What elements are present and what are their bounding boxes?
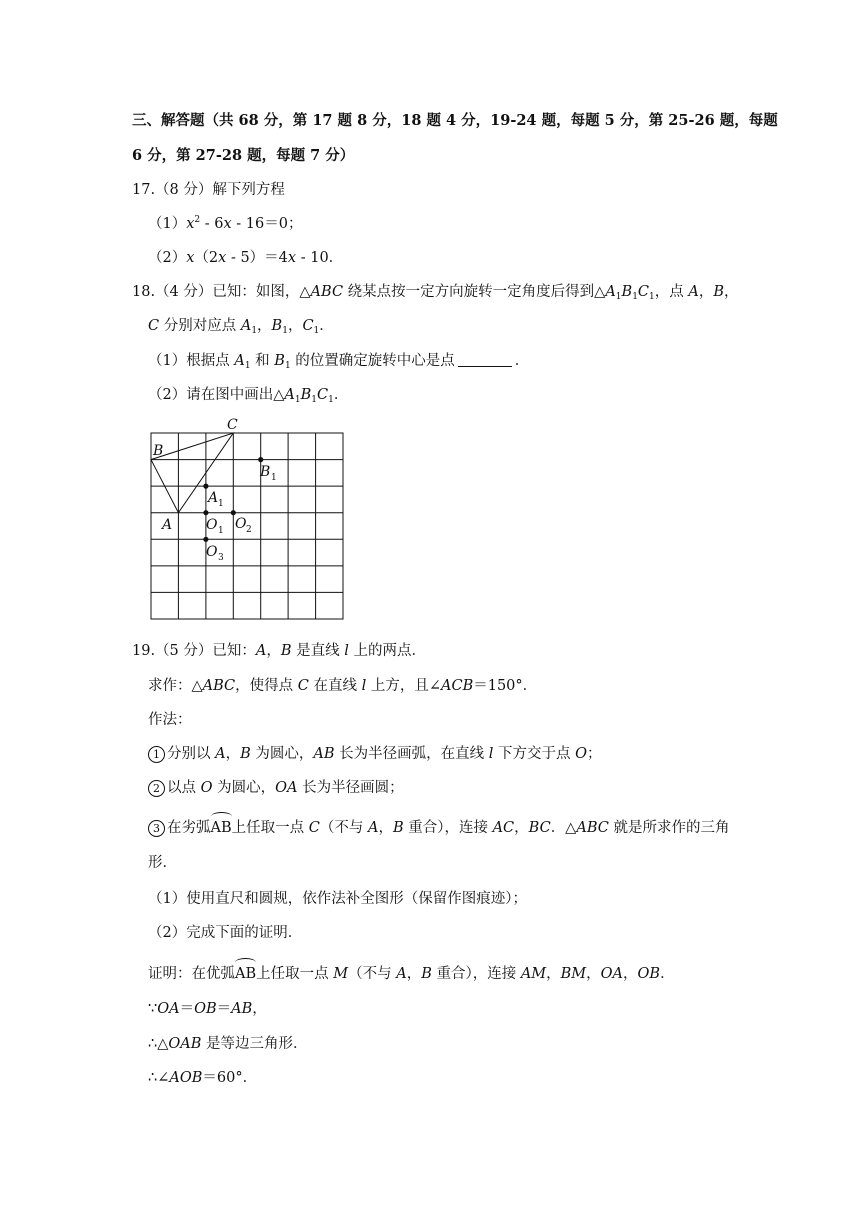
q19-step3: 3 在劣弧AB上任取一点 C（不与 A，B 重合），连接 AC，BC．△ABC 就是所求作的三角	[148, 818, 729, 838]
q19-step3-line2: 形．	[148, 855, 177, 871]
q19-part2: （2）完成下面的证明．	[148, 925, 303, 941]
point-a1	[203, 484, 208, 489]
q19-method-label: 作法：	[148, 712, 192, 728]
step-number-3: 3	[148, 820, 165, 837]
label-b1-sub: 1	[271, 473, 277, 483]
point-o3	[203, 537, 208, 542]
q18-grid-figure	[140, 412, 355, 627]
label-b: B	[153, 443, 164, 459]
label-o2-sub: 2	[246, 525, 252, 535]
label-b1: B	[260, 464, 271, 480]
section-heading-line2: 6 分，第 27-28 题，每题 7 分）	[132, 147, 355, 164]
label-a1: A	[208, 490, 219, 506]
step-number-1: 1	[148, 746, 165, 763]
q19-proof-intro: 证明：在优弧AB上任取一点 M（不与 A，B 重合），连接 AM，BM，OA，OB．	[148, 966, 675, 982]
label-a1-sub: 1	[218, 499, 224, 509]
q19-part1: （1）使用直尺和圆规，依作法补全图形（保留作图痕迹）；	[148, 891, 527, 907]
q18-part1: （1）根据点 $A_1$ 和 $B_1$ 的位置确定旋转中心是点 ．	[148, 353, 530, 371]
arc-ab-minor: AB	[210, 820, 232, 836]
q17-part2: （2）x（2x ‐ 5）＝4x ‐ 10．	[148, 250, 344, 266]
q19-step2: 2 以点 O 为圆心，OA 长为半径画圆；	[148, 778, 404, 798]
label-o1-sub: 1	[218, 526, 224, 536]
step-number-2: 2	[148, 780, 165, 797]
q18-stem: 18.（4 分）已知：如图，△ABC 绕某点按一定方向旋转一定角度后得到$\triangle A_1B_1C_1$，点 A，B，	[132, 284, 739, 302]
label-c: C	[227, 417, 238, 433]
point-b1	[258, 457, 263, 462]
q17-part1: $(1)x^2$ ‐ 6x ‐ 16＝0；	[148, 215, 303, 232]
q18-part2: （2）请在图中画出$\triangle A_1B_1C_1$．	[148, 387, 349, 405]
label-a: A	[162, 517, 173, 533]
label-o1: O	[206, 517, 218, 533]
q19-stem: 19.（5 分）已知：A，B 是直线 l 上的两点．	[132, 643, 427, 659]
q19-proof-therefore2: ∴∠AOB＝60°．	[148, 1070, 258, 1086]
section-heading-line1: 三、解答题（共 68 分，第 17 题 8 分，18 题 4 分，19-24 题，每题 5 分，第 25-26 题，每题	[132, 112, 778, 129]
point-o1	[203, 510, 208, 515]
arc-ab-major: AB	[235, 966, 257, 982]
q19-proof-therefore1: ∴△OAB 是等边三角形．	[148, 1036, 308, 1052]
label-o2: O	[235, 516, 247, 532]
q19-proof-because: ∵OA＝OB＝AB，	[148, 1001, 267, 1017]
answer-blank[interactable]	[458, 352, 512, 367]
q19-construct-task: 求作：△ABC，使得点 C 在直线 l 上方，且∠ACB＝150°．	[148, 678, 538, 694]
label-o3-sub: 3	[218, 553, 224, 563]
q19-step1: 1 分别以 A，B 为圆心，AB 长为半径画弧，在直线 l 下方交于点 O；	[148, 744, 601, 764]
q17-stem: 17.（8 分）解下列方程	[132, 182, 285, 198]
label-o3: O	[206, 544, 218, 560]
point-o2	[231, 510, 236, 515]
q18-stem-line2: C 分别对应点 $A_1$，$B_1$，$C_1$．	[148, 318, 334, 336]
